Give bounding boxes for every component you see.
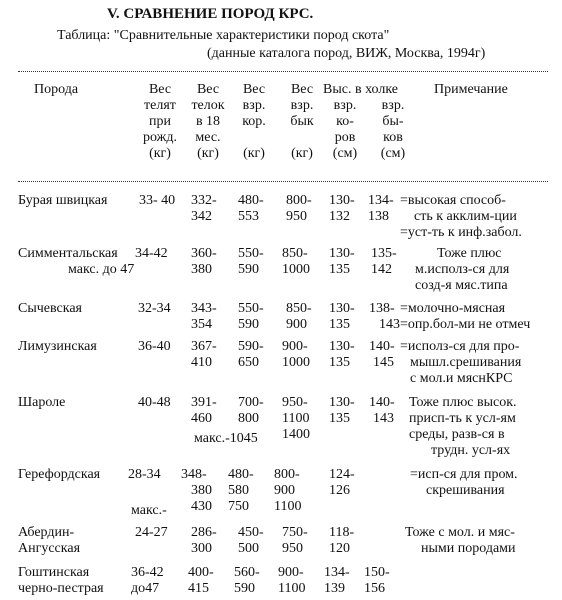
max-label: макс.-	[131, 503, 167, 518]
breed-name: Бурая швицкая	[18, 193, 108, 208]
table-caption: Таблица: "Сравнительные характеристики пород скота"	[57, 28, 390, 43]
bull-height: 138- 143	[369, 301, 400, 332]
cow-weight: 480- 580 750	[228, 467, 254, 514]
heifer-weight: 348- 380 430	[181, 467, 212, 514]
bull-weight: 900- 1100	[278, 565, 306, 596]
header-cow-weight: Вес взр. кор. (кг)	[242, 82, 266, 161]
row-note: Тоже с мол. и мяс- ными породами	[405, 525, 516, 556]
bull-weight: 900- 1000	[282, 339, 310, 370]
heifer-weight: 332- 342	[191, 193, 217, 224]
breed-name: Герефордская	[18, 467, 101, 482]
header-height-group: Выс. в холке	[323, 82, 399, 97]
cow-weight: 480- 553	[238, 193, 264, 224]
cow-weight: 450- 500	[238, 525, 264, 556]
page-title: V. СРАВНЕНИЕ ПОРОД КРС.	[107, 6, 314, 22]
cow-height: 130- 135	[329, 246, 355, 277]
bull-height: 134- 138	[368, 193, 394, 224]
calf-weight: 28-34	[128, 467, 161, 482]
heifer-weight: 391- 460	[191, 395, 217, 426]
cow-weight: 560- 590	[234, 565, 260, 596]
heifer-weight: 400- 415	[188, 565, 214, 596]
row-note: Тоже плюс высок. присп-ть к усл-ям среды, разв-ся в трудн. усл-ях	[409, 395, 517, 458]
row-note: Тоже плюс м.исполз-ся для созд-я мяс.типа	[415, 246, 510, 293]
cow-weight: 590- 650	[238, 339, 264, 370]
bull-height: 150- 156	[364, 565, 390, 596]
row-note: =высокая способ- сть к акклим-ции =уст-ть к инф.забол.	[400, 193, 522, 240]
row-note: =исполз-ся для про- мышл.срешивания с мол.и мяснКРС	[400, 339, 522, 386]
bull-height: 140- 145	[369, 339, 395, 370]
cow-height: 118- 120	[329, 525, 355, 556]
top-divider	[18, 71, 548, 72]
header-bull-weight: Вес взр. бык (кг)	[290, 82, 314, 161]
bull-weight: 850- 1000	[282, 246, 310, 277]
heifer-weight: 367- 410	[191, 339, 217, 370]
breed-name: Сычевская	[18, 301, 82, 316]
heifer-weight: 343- 354	[191, 301, 217, 332]
breed-name: Гоштинская черно-пестрая	[18, 565, 104, 596]
cow-height: 130- 132	[329, 193, 355, 224]
calf-weight: 24-27	[135, 525, 168, 540]
header-note: Примечание	[434, 82, 508, 97]
calf-weight: 36-40	[138, 339, 171, 354]
cow-height: 124- 126	[329, 467, 355, 498]
bull-weight: 800- 950	[286, 193, 312, 224]
heifer-weight: 286- 300	[191, 525, 217, 556]
calf-weight: 34-42	[135, 246, 168, 261]
breed-name: Симментальская	[18, 246, 118, 261]
calf-weight: 32-34	[138, 301, 171, 316]
bull-weight: 850- 900	[286, 301, 312, 332]
cow-height: 130- 135	[329, 301, 355, 332]
header-cow-height: взр. ко- ров (см)	[332, 98, 358, 161]
heifer-weight: 360- 380	[191, 246, 217, 277]
breed-max-note: макс. до 47	[68, 262, 135, 277]
header-bull-height: взр. бы- ков (см)	[380, 98, 406, 161]
cow-weight: 700- 800	[238, 395, 264, 426]
cow-weight: 550- 590	[238, 301, 264, 332]
max-weight: макс.-1045	[194, 431, 258, 446]
header-calf-weight: Вес телят при рожд. (кг)	[143, 82, 177, 161]
cow-height: 134- 139	[324, 565, 350, 596]
cow-height: 130- 135	[329, 395, 355, 426]
header-heifer-weight: Вес телок в 18 мес. (кг)	[191, 82, 225, 161]
bull-weight: 800- 900 1100	[274, 467, 302, 514]
source-note: (данные каталога пород, ВИЖ, Москва, 1994г)	[207, 46, 486, 61]
header-breed: Порода	[34, 82, 79, 97]
calf-weight: 40-48	[138, 395, 171, 410]
calf-weight: 33- 40	[139, 193, 176, 208]
row-note: =исп-ся для пром. скрешивания	[410, 467, 518, 498]
bull-height: 140- 143	[369, 395, 395, 426]
bull-height: 135- 142	[371, 246, 397, 277]
bull-weight: 750- 950	[282, 525, 308, 556]
row-note: =молочно-мясная =опр.бол-ми не отмеч	[400, 301, 531, 332]
calf-weight: 36-42 до47	[131, 565, 164, 596]
cow-height: 130- 135	[329, 339, 355, 370]
breed-name: Шароле	[18, 395, 66, 410]
header-divider	[18, 181, 548, 182]
bull-weight: 950- 1100 1400	[282, 395, 310, 442]
cow-weight: 550- 590	[238, 246, 264, 277]
breed-name: Абердин- Ангусская	[18, 525, 81, 556]
breed-name: Лимузинская	[18, 339, 97, 354]
